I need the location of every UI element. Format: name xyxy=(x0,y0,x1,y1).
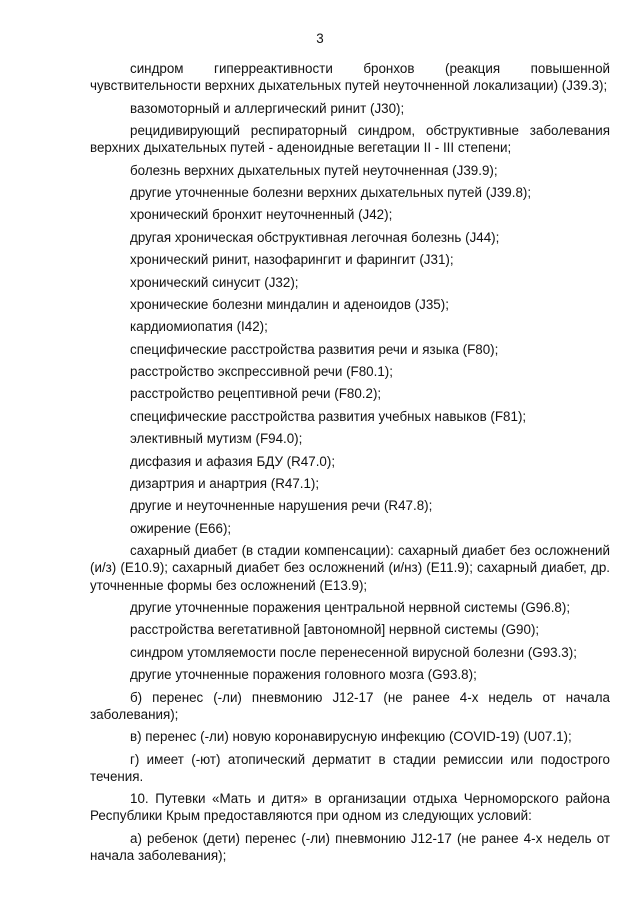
page-number: 3 xyxy=(316,31,324,46)
document-paragraph: хронический синусит (J32); xyxy=(130,274,299,290)
document-paragraph: другие и неуточненные нарушения речи (R47.8); xyxy=(130,498,433,514)
document-paragraph: другая хроническая обструктивная легочная болезнь (J44); xyxy=(130,229,500,245)
document-paragraph: а) ребенок (дети) перенес (-ли) пневмонию J12-17 (не ранее 4-х недель от начала заболевания); xyxy=(90,830,610,863)
document-paragraph: кардиомиопатия (I42); xyxy=(130,319,268,335)
document-paragraph: специфические расстройства развития учебных навыков (F81); xyxy=(130,408,527,424)
document-paragraph: синдром гиперреактивности бронхов (реакция повышенной чувствительности верхних дыхательных путей неуточненной локализации) (J39.3); xyxy=(90,61,610,94)
document-paragraph: рецидивирующий респираторный синдром, обструктивные заболевания верхних дыхательных путей - аденоидные вегетации II - III степени; xyxy=(90,122,610,156)
document-paragraph: другие уточненные поражения центральной нервной системы (G96.8); xyxy=(130,600,571,616)
document-paragraph: другие уточненные поражения головного мозга (G93.8); xyxy=(130,667,477,683)
document-paragraph: болезнь верхних дыхательных путей неуточненная (J39.9); xyxy=(130,162,498,178)
document-paragraph: хронический бронхит неуточненный (J42); xyxy=(130,207,393,223)
document-paragraph: расстройство рецептивной речи (F80.2); xyxy=(130,386,382,402)
document-paragraph: расстройство экспрессивной речи (F80.1); xyxy=(130,364,393,380)
document-paragraph: г) имеет (-ют) атопический дерматит в стадии ремиссии или подострого течения. xyxy=(90,751,610,784)
document-paragraph: в) перенес (-ли) новую коронавирусную инфекцию (COVID-19) (U07.1); xyxy=(130,729,572,745)
document-paragraph: другие уточненные болезни верхних дыхательных путей (J39.8); xyxy=(130,184,532,200)
document-paragraph: 10. Путевки «Мать и дитя» в организации отдыха Черноморского района Республики Крым предоставляются при одном из следующих условий: xyxy=(90,791,610,824)
document-paragraph: ожирение (E66); xyxy=(130,520,232,536)
document-paragraph: б) перенес (-ли) пневмонию J12-17 (не ранее 4-х недель от начала заболевания); xyxy=(90,689,610,722)
document-paragraph: хронический ринит, назофарингит и фарингит (J31); xyxy=(130,252,454,268)
document-paragraph: синдром утомляемости после перенесенной вирусной болезни (G93.3); xyxy=(130,644,577,660)
document-paragraph: элективный мутизм (F94.0); xyxy=(130,431,303,447)
document-paragraph: специфические расстройства развития речи и языка (F80); xyxy=(130,341,499,357)
document-paragraph: вазомоторный и аллергический ринит (J30); xyxy=(130,100,405,116)
document-paragraph: дисфазия и афазия БДУ (R47.0); xyxy=(130,453,336,469)
document-paragraph: сахарный диабет (в стадии компенсации): сахарный диабет без осложнений (и/з) (E10.9); сахарный диабет без осложнений (и/нз) (E11.9); сахарный диабет, др. уточненные формы без осложнений (E13.9); xyxy=(90,543,610,593)
document-paragraph: расстройства вегетативной [автономной] нервной системы (G90); xyxy=(130,622,540,638)
document-paragraph: дизартрия и анартрия (R47.1); xyxy=(130,476,320,492)
document-paragraph: хронические болезни миндалин и аденоидов (J35); xyxy=(130,296,449,312)
document-body xyxy=(90,60,610,869)
